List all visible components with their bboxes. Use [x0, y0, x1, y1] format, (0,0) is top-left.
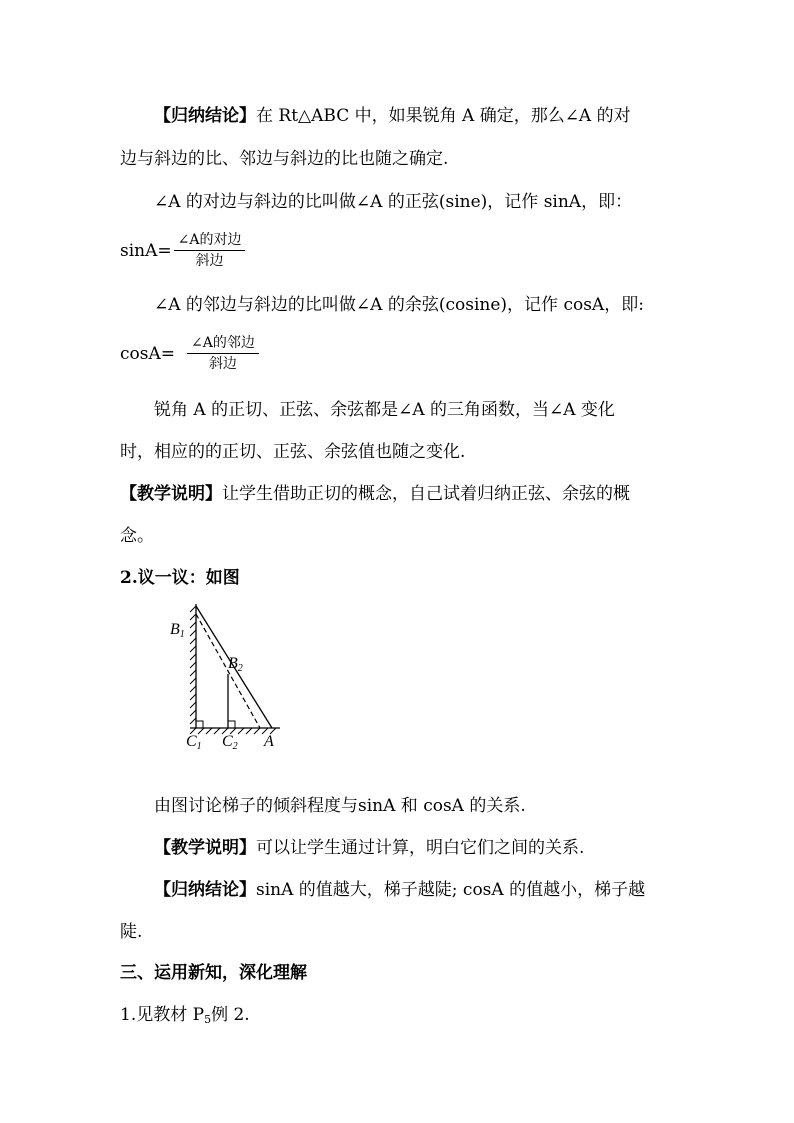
- conclusion-2-label: 【归纳结论】: [154, 880, 256, 900]
- conclusion-paragraph-line2: 边与斜边的比、邻边与斜边的比也随之确定.: [120, 149, 449, 169]
- svg-text:B2: [228, 655, 243, 674]
- cosine-formula-left: cosA=: [120, 343, 176, 364]
- textbook-reference: 1.见教材 $P_5$例 2.: [120, 1005, 250, 1026]
- cosine-denominator: 斜边: [208, 356, 237, 372]
- svg-text:C1: [186, 733, 202, 752]
- section-heading-apply: 三、运用新知，深化理解: [120, 963, 307, 983]
- sine-denominator: 斜边: [195, 253, 224, 269]
- teaching-note-label: 【教学说明】: [120, 484, 222, 504]
- conclusion-2-line1: 【归纳结论】sinA 的值越大，梯子越陡; cosA 的值越小，梯子越: [154, 880, 646, 900]
- conclusion-paragraph-line1: 【归纳结论】在 Rt△ABC 中，如果锐角 A 确定，那么∠A 的对: [154, 106, 631, 126]
- sine-formula: [120, 232, 245, 269]
- label-b1-sub: 1: [179, 629, 185, 640]
- cosine-fraction: [187, 335, 259, 372]
- teaching-note-2-label: 【教学说明】: [154, 838, 256, 858]
- label-c1: C: [186, 733, 197, 750]
- sine-numerator: ∠A的对边: [174, 232, 246, 251]
- cosine-numerator: ∠A的邻边: [187, 335, 259, 354]
- teaching-note-line1: 【教学说明】让学生借助正切的概念，自己试着归纳正弦、余弦的概: [120, 484, 630, 504]
- cosine-formula: [120, 335, 259, 372]
- label-c1-sub: 1: [196, 741, 202, 752]
- label-c2: C: [222, 733, 233, 750]
- conclusion-2-line2: 陡.: [120, 922, 143, 942]
- ladder-triangle-diagram-icon: [164, 600, 294, 752]
- wall-hatching: [190, 606, 196, 724]
- label-b2: B: [228, 655, 238, 672]
- trig-functions-line2: 时，相应的的正切、正弦、余弦值也随之变化.: [120, 442, 466, 462]
- svg-text:C2: [222, 733, 238, 752]
- teaching-note-line2: 念。: [120, 526, 154, 546]
- label-b2-sub: 2: [237, 663, 243, 674]
- label-a: A: [264, 733, 274, 750]
- teaching-note-2: 【教学说明】可以让学生通过计算，明白它们之间的关系.: [154, 838, 585, 858]
- right-angle-c1: [196, 721, 203, 728]
- conclusion-label: 【归纳结论】: [154, 106, 256, 126]
- page-subscript: 5: [204, 1013, 212, 1026]
- sine-formula-left: sinA=: [120, 240, 172, 261]
- sine-fraction: [174, 232, 246, 269]
- label-c2-sub: 2: [232, 741, 238, 752]
- cosine-definition: ∠A 的邻边与斜边的比叫做∠A 的余弦(cosine)，记作 cosA，即:: [154, 295, 644, 315]
- trig-functions-line1: 锐角 A 的正切、正弦、余弦都是∠A 的三角函数，当∠A 变化: [154, 400, 615, 420]
- right-angle-c2: [228, 721, 235, 728]
- label-b1: B: [170, 621, 180, 638]
- svg-text:B1: [170, 621, 185, 640]
- discussion-prompt: 由图讨论梯子的倾斜程度与sinA 和 cosA 的关系.: [154, 796, 526, 816]
- section-heading-discuss: 2.议一议：如图: [120, 568, 240, 588]
- sine-definition: ∠A 的对边与斜边的比叫做∠A 的正弦(sine)，记作 sinA，即：: [154, 192, 633, 212]
